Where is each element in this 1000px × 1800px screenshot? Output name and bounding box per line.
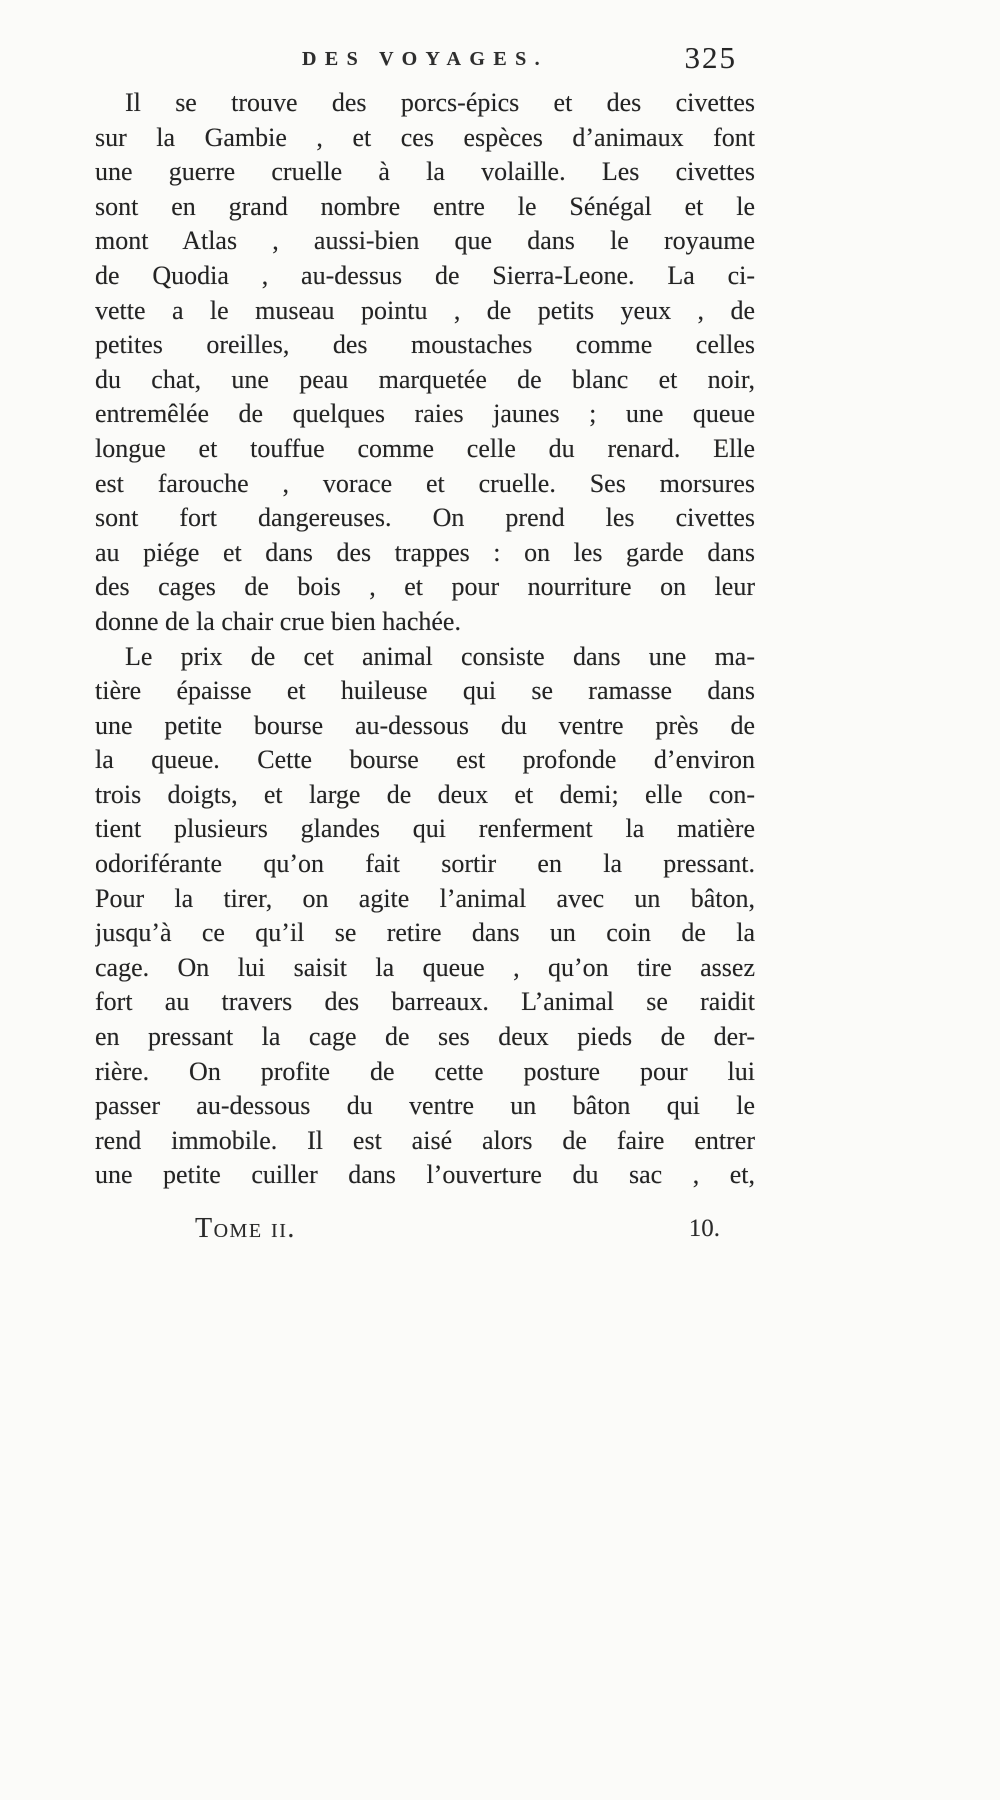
text-line: sont en grand nombre entre le Sénégal et le [95, 191, 755, 221]
text-line: rend immobile. Il est aisé alors de faire entrer [95, 1125, 755, 1155]
text-line: la queue. Cette bourse est profonde d’environ [95, 745, 755, 775]
text-line: une petite cuiller dans l’ouverture du sac , et, [95, 1160, 755, 1190]
text-line: fort au travers des barreaux. L’animal se raidit [95, 987, 755, 1017]
page-header [95, 40, 755, 80]
text-line: tient plusieurs glandes qui renferment la matière [95, 814, 755, 844]
text-line: en pressant la cage de ses deux pieds de der- [95, 1022, 755, 1052]
text-line: rière. On profite de cette posture pour lui [95, 1056, 755, 1086]
text-line: odoriférante qu’on fait sortir en la pressant. [95, 849, 755, 879]
text-line: vette a le museau pointu , de petits yeux , de [95, 295, 755, 325]
text-line: au piége et dans des trappes : on les garde dans [95, 537, 755, 567]
text-line: des cages de bois , et pour nourriture on leur [95, 572, 755, 602]
text-line: mont Atlas , aussi-bien que dans le royaume [95, 226, 755, 256]
text-line: de Quodia , au-dessus de Sierra-Leone. La ci- [95, 260, 755, 290]
text-line: tière épaisse et huileuse qui se ramasse dans [95, 676, 755, 706]
running-title: DES VOYAGES. [301, 48, 549, 70]
text-line: du chat, une peau marquetée de blanc et noir, [95, 364, 755, 394]
page-body [95, 86, 755, 1193]
text-line: est farouche , vorace et cruelle. Ses morsures [95, 468, 755, 498]
text-line: cage. On lui saisit la queue , qu’on tire assez [95, 952, 755, 982]
text-line: longue et touffue comme celle du renard. Elle [95, 433, 755, 463]
text-line: petites oreilles, des moustaches comme celles [95, 330, 755, 360]
text-line: Pour la tirer, on agite l’animal avec un bâton, [95, 883, 755, 913]
signature-mark: 10. [688, 1215, 720, 1242]
text-line: une petite bourse au-dessous du ventre près de [95, 710, 755, 740]
text-line: jusqu’à ce qu’il se retire dans un coin de la [95, 918, 755, 948]
text-line: sur la Gambie , et ces espèces d’animaux font [95, 122, 755, 152]
paragraph [95, 640, 755, 1194]
text-line: donne de la chair crue bien hachée. [95, 606, 461, 636]
text-line: sont fort dangereuses. On prend les civettes [95, 503, 755, 533]
text-line: entremêlée de quelques raies jaunes ; une queue [95, 399, 755, 429]
page-footer [95, 1213, 755, 1253]
text-line: passer au-dessous du ventre un bâton qui le [95, 1091, 755, 1121]
text-line: une guerre cruelle à la volaille. Les civettes [95, 157, 755, 187]
paragraph [95, 86, 755, 640]
page-number: 325 [684, 40, 737, 75]
volume-label: Tome ii. [195, 1213, 296, 1244]
text-line: Le prix de cet animal consiste dans une ma- [125, 641, 755, 671]
text-line: Il se trouve des porcs-épics et des civettes [125, 88, 755, 117]
text-line: trois doigts, et large de deux et demi; elle con- [95, 779, 755, 809]
